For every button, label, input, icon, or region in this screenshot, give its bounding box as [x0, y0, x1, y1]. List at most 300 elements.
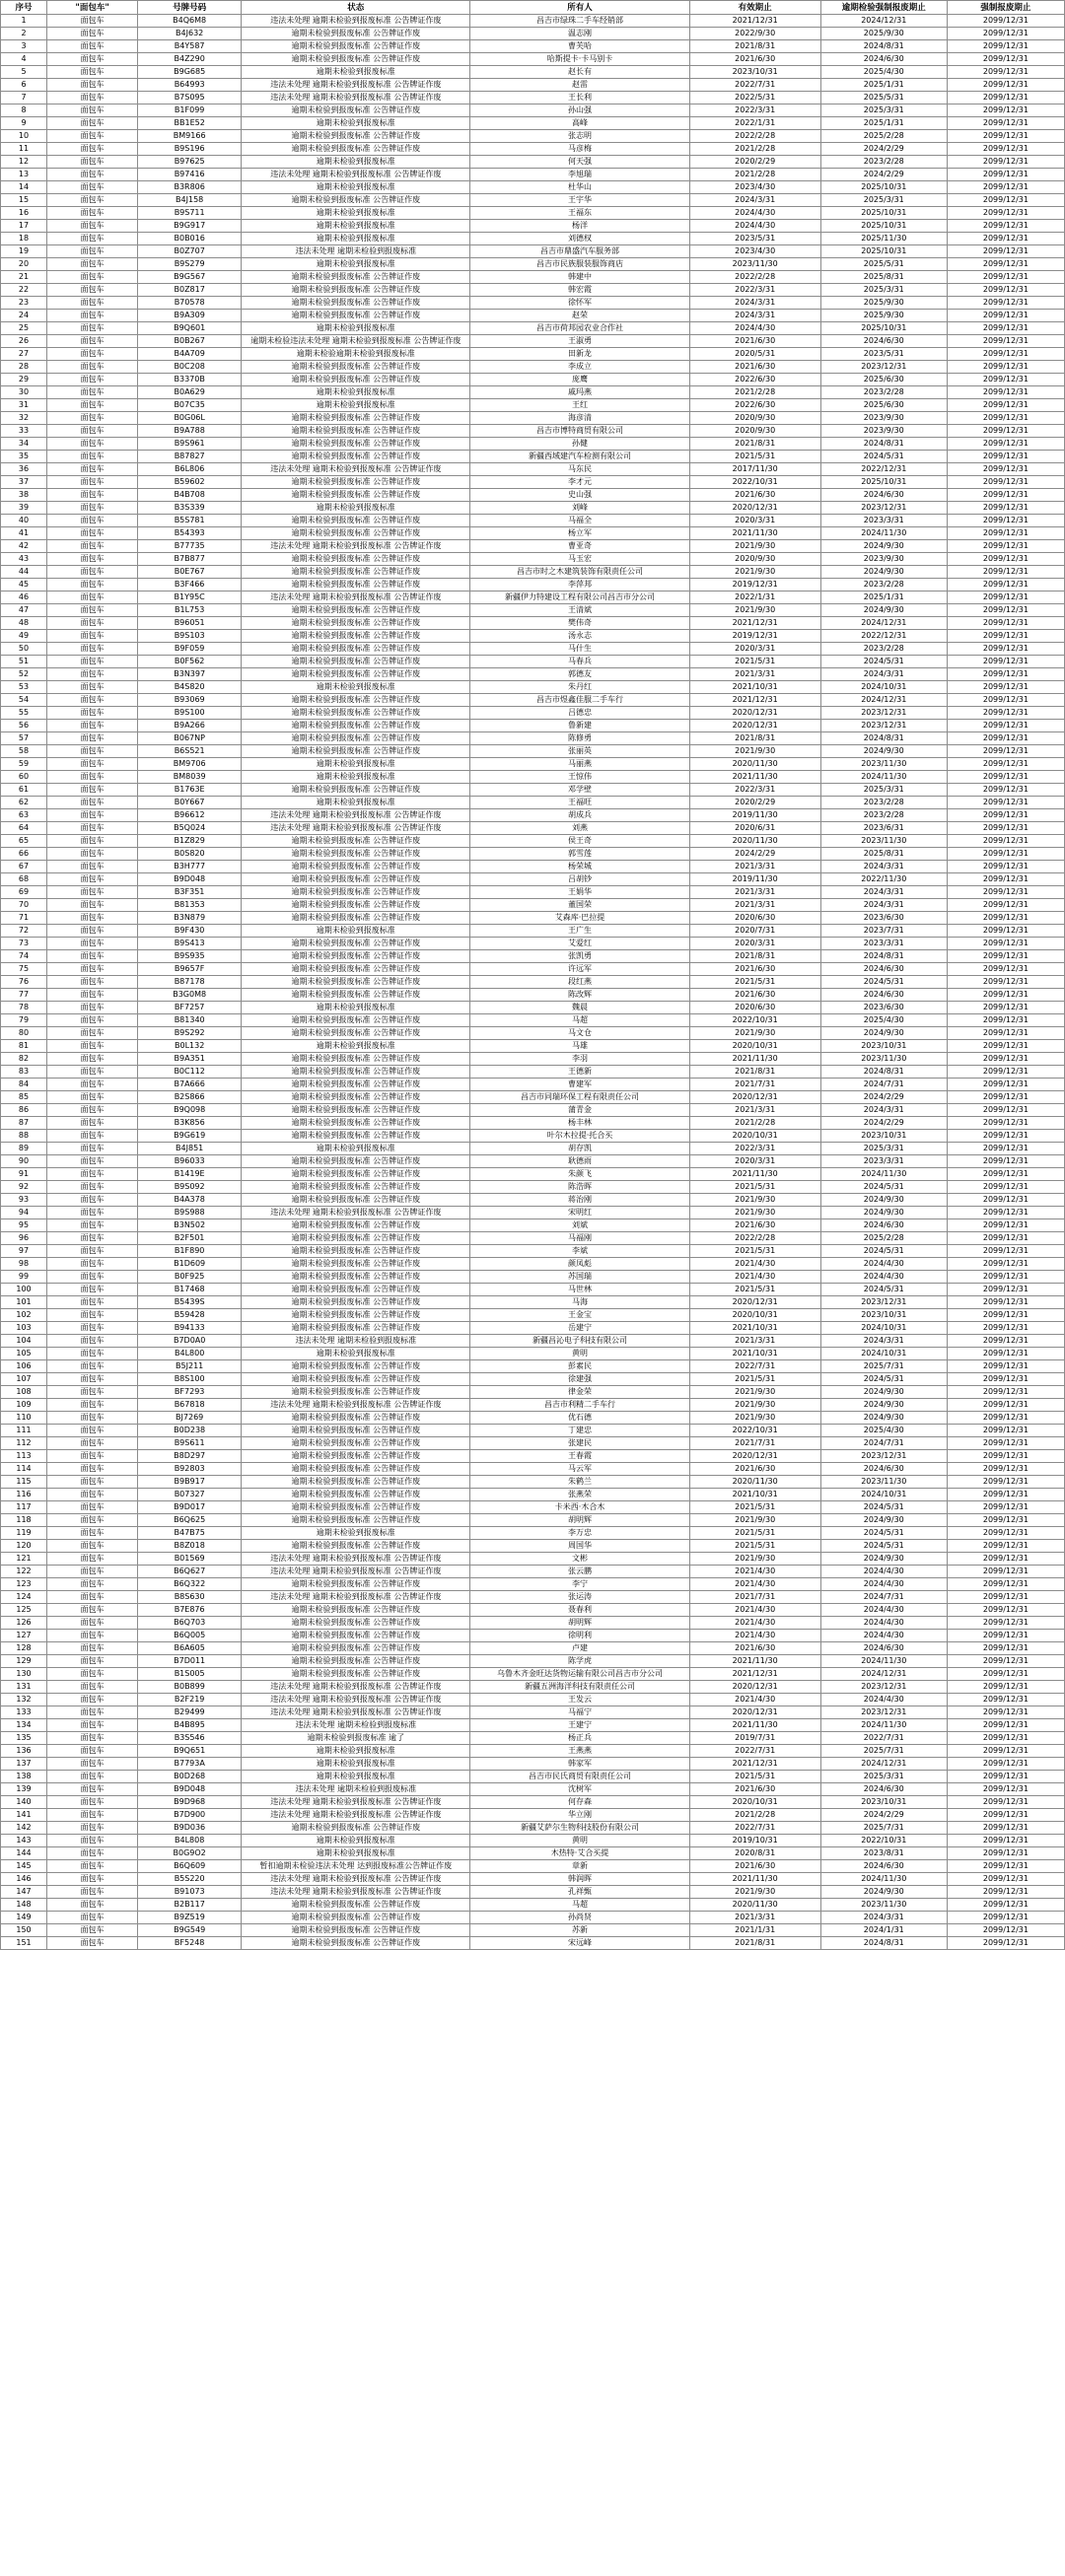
- cell-scrap[interactable]: 2099/12/31: [947, 848, 1064, 861]
- cell-scrap[interactable]: 2099/12/31: [947, 527, 1064, 540]
- cell-status[interactable]: 违法未处理 逾期未检验到报废标准 公告牌证作废: [242, 1873, 470, 1886]
- cell-valid-until[interactable]: 2024/4/30: [689, 220, 820, 233]
- cell-status[interactable]: 逾期未检验到报废标准: [242, 681, 470, 694]
- cell-valid-until[interactable]: 2021/6/30: [689, 335, 820, 348]
- cell-scrap[interactable]: 2099/12/31: [947, 1873, 1064, 1886]
- cell-index[interactable]: 51: [1, 656, 47, 668]
- cell-status[interactable]: 违法未处理 逾期未检验到报废标准 公告牌证作废: [242, 592, 470, 604]
- empty-cell[interactable]: [689, 1997, 820, 2009]
- cell-owner[interactable]: 邓学壁: [470, 784, 689, 797]
- empty-cell[interactable]: [470, 2127, 689, 2139]
- empty-cell[interactable]: [470, 2222, 689, 2234]
- cell-status[interactable]: 逾期未检验到报废标准 公告牌证作废: [242, 1168, 470, 1181]
- cell-overdue-scrap[interactable]: 2025/10/31: [820, 322, 947, 335]
- empty-cell[interactable]: [1, 2104, 47, 2116]
- cell-plate[interactable]: B59602: [138, 476, 242, 489]
- cell-valid-until[interactable]: 2020/5/31: [689, 348, 820, 361]
- cell-scrap[interactable]: 2099/12/31: [947, 1386, 1064, 1399]
- empty-cell[interactable]: [138, 2175, 242, 2187]
- cell-valid-until[interactable]: 2021/6/30: [689, 989, 820, 1002]
- cell-overdue-scrap[interactable]: 2025/7/31: [820, 1360, 947, 1373]
- cell-valid-until[interactable]: 2021/1/31: [689, 1924, 820, 1937]
- cell-plate[interactable]: B9G685: [138, 66, 242, 79]
- cell-overdue-scrap[interactable]: 2025/4/30: [820, 1425, 947, 1437]
- cell-owner[interactable]: 汤永志: [470, 630, 689, 643]
- cell-scrap[interactable]: 2099/12/31: [947, 399, 1064, 412]
- cell-type[interactable]: 面包车: [47, 207, 138, 220]
- empty-cell[interactable]: [470, 2175, 689, 2187]
- cell-type[interactable]: 面包车: [47, 694, 138, 707]
- cell-plate[interactable]: B4Z290: [138, 53, 242, 66]
- cell-index[interactable]: 52: [1, 668, 47, 681]
- cell-valid-until[interactable]: 2021/7/31: [689, 1437, 820, 1450]
- cell-status[interactable]: 逾期未检验到报废标准 公告牌证作废: [242, 1027, 470, 1040]
- cell-status[interactable]: 违法未处理 逾期未检验到报废标准 公告牌证作废: [242, 1207, 470, 1219]
- cell-valid-until[interactable]: 2021/10/31: [689, 1489, 820, 1501]
- cell-index[interactable]: 137: [1, 1758, 47, 1771]
- cell-owner[interactable]: 华立刚: [470, 1809, 689, 1822]
- cell-type[interactable]: 面包车: [47, 322, 138, 335]
- cell-scrap[interactable]: 2099/12/31: [947, 938, 1064, 950]
- empty-cell[interactable]: [947, 2222, 1064, 2234]
- empty-cell[interactable]: [47, 2269, 138, 2281]
- cell-overdue-scrap[interactable]: 2024/9/30: [820, 1386, 947, 1399]
- cell-valid-until[interactable]: 2021/4/30: [689, 1566, 820, 1578]
- cell-type[interactable]: 面包车: [47, 681, 138, 694]
- empty-cell[interactable]: [138, 2021, 242, 2033]
- cell-scrap[interactable]: 2099/12/31: [947, 1463, 1064, 1476]
- cell-type[interactable]: 面包车: [47, 1706, 138, 1719]
- empty-cell[interactable]: [820, 2080, 947, 2092]
- empty-cell[interactable]: [1, 2281, 47, 2293]
- cell-owner[interactable]: 昌吉市博特商贸有限公司: [470, 425, 689, 438]
- cell-index[interactable]: 91: [1, 1168, 47, 1181]
- cell-plate[interactable]: B92803: [138, 1463, 242, 1476]
- cell-scrap[interactable]: 2099/12/31: [947, 1027, 1064, 1040]
- cell-valid-until[interactable]: 2021/2/28: [689, 386, 820, 399]
- cell-valid-until[interactable]: 2020/3/31: [689, 515, 820, 527]
- cell-status[interactable]: 逾期未检验到报废标准: [242, 258, 470, 271]
- cell-index[interactable]: 99: [1, 1271, 47, 1284]
- cell-index[interactable]: 38: [1, 489, 47, 502]
- cell-scrap[interactable]: 2099/12/31: [947, 1412, 1064, 1425]
- cell-owner[interactable]: 丁建忠: [470, 1425, 689, 1437]
- cell-overdue-scrap[interactable]: 2024/12/31: [820, 1758, 947, 1771]
- cell-valid-until[interactable]: 2023/10/31: [689, 66, 820, 79]
- cell-type[interactable]: 面包车: [47, 1348, 138, 1360]
- empty-cell[interactable]: [1, 2033, 47, 2045]
- cell-status[interactable]: 逾期未检验到报废标准 公告牌证作废: [242, 1104, 470, 1117]
- cell-valid-until[interactable]: 2022/10/31: [689, 1014, 820, 1027]
- empty-cell[interactable]: [947, 2045, 1064, 2056]
- cell-valid-until[interactable]: 2020/12/31: [689, 1681, 820, 1694]
- empty-cell[interactable]: [689, 2258, 820, 2269]
- cell-owner[interactable]: 张云鹏: [470, 1566, 689, 1578]
- cell-type[interactable]: 面包车: [47, 1027, 138, 1040]
- cell-scrap[interactable]: 2099/12/31: [947, 861, 1064, 873]
- cell-scrap[interactable]: 2099/12/31: [947, 976, 1064, 989]
- empty-cell[interactable]: [47, 2045, 138, 2056]
- empty-cell[interactable]: [947, 2246, 1064, 2258]
- cell-index[interactable]: 119: [1, 1527, 47, 1540]
- cell-plate[interactable]: B9F059: [138, 643, 242, 656]
- cell-valid-until[interactable]: 2020/12/31: [689, 1706, 820, 1719]
- cell-scrap[interactable]: 2099/12/31: [947, 553, 1064, 566]
- empty-cell[interactable]: [242, 1997, 470, 2009]
- cell-owner[interactable]: 张建民: [470, 1437, 689, 1450]
- cell-plate[interactable]: BJ7269: [138, 1412, 242, 1425]
- empty-cell[interactable]: [47, 2175, 138, 2187]
- cell-valid-until[interactable]: 2021/3/31: [689, 899, 820, 912]
- cell-type[interactable]: 面包车: [47, 938, 138, 950]
- cell-overdue-scrap[interactable]: 2025/3/31: [820, 1143, 947, 1155]
- cell-valid-until[interactable]: 2020/12/31: [689, 1091, 820, 1104]
- cell-valid-until[interactable]: 2021/9/30: [689, 1553, 820, 1566]
- cell-plate[interactable]: B4J632: [138, 28, 242, 40]
- cell-plate[interactable]: B9S413: [138, 938, 242, 950]
- cell-scrap[interactable]: 2099/12/31: [947, 797, 1064, 809]
- cell-overdue-scrap[interactable]: 2022/7/31: [820, 1732, 947, 1745]
- cell-type[interactable]: 面包车: [47, 310, 138, 322]
- empty-cell[interactable]: [470, 1974, 689, 1985]
- cell-owner[interactable]: 卢建: [470, 1642, 689, 1655]
- cell-valid-until[interactable]: 2021/8/31: [689, 732, 820, 745]
- cell-index[interactable]: 116: [1, 1489, 47, 1501]
- cell-valid-until[interactable]: 2022/7/31: [689, 1822, 820, 1835]
- cell-type[interactable]: 面包车: [47, 1540, 138, 1553]
- cell-plate[interactable]: B6Q703: [138, 1617, 242, 1630]
- cell-status[interactable]: 逾期未检验到报废标准: [242, 66, 470, 79]
- cell-index[interactable]: 92: [1, 1181, 47, 1194]
- cell-status[interactable]: 逾期未检验到报废标准: [242, 925, 470, 938]
- cell-valid-until[interactable]: 2021/6/30: [689, 1642, 820, 1655]
- cell-scrap[interactable]: 2099/12/31: [947, 1860, 1064, 1873]
- cell-scrap[interactable]: 2099/12/31: [947, 1104, 1064, 1117]
- cell-overdue-scrap[interactable]: 2025/7/31: [820, 1822, 947, 1835]
- cell-type[interactable]: 面包车: [47, 1924, 138, 1937]
- cell-plate[interactable]: B54393: [138, 527, 242, 540]
- cell-owner[interactable]: 杨正兵: [470, 1732, 689, 1745]
- cell-overdue-scrap[interactable]: 2024/2/29: [820, 1091, 947, 1104]
- cell-valid-until[interactable]: 2021/9/30: [689, 604, 820, 617]
- cell-type[interactable]: 面包车: [47, 489, 138, 502]
- cell-overdue-scrap[interactable]: 2024/5/31: [820, 451, 947, 463]
- cell-index[interactable]: 22: [1, 284, 47, 297]
- cell-index[interactable]: 20: [1, 258, 47, 271]
- cell-type[interactable]: 面包车: [47, 1694, 138, 1706]
- cell-overdue-scrap[interactable]: 2024/6/30: [820, 1642, 947, 1655]
- cell-type[interactable]: 面包车: [47, 1553, 138, 1566]
- cell-scrap[interactable]: 2099/12/31: [947, 592, 1064, 604]
- empty-cell[interactable]: [470, 2281, 689, 2293]
- empty-cell[interactable]: [820, 2269, 947, 2281]
- cell-valid-until[interactable]: 2021/6/30: [689, 1860, 820, 1873]
- empty-cell[interactable]: [138, 2258, 242, 2269]
- empty-cell[interactable]: [689, 2269, 820, 2281]
- cell-index[interactable]: 133: [1, 1706, 47, 1719]
- cell-status[interactable]: 违法未处理 逾期未检验到报废标准 公告牌证作废: [242, 1706, 470, 1719]
- cell-overdue-scrap[interactable]: 2024/12/31: [820, 15, 947, 28]
- header-cell-overdue-scrap[interactable]: 逾期检验强制报废期止: [820, 1, 947, 15]
- cell-index[interactable]: 82: [1, 1053, 47, 1066]
- cell-type[interactable]: 面包车: [47, 463, 138, 476]
- empty-cell[interactable]: [820, 2021, 947, 2033]
- empty-cell[interactable]: [47, 2080, 138, 2092]
- cell-plate[interactable]: BF5248: [138, 1937, 242, 1950]
- cell-overdue-scrap[interactable]: 2024/9/30: [820, 1207, 947, 1219]
- cell-plate[interactable]: B0C208: [138, 361, 242, 374]
- cell-index[interactable]: 147: [1, 1886, 47, 1899]
- cell-index[interactable]: 71: [1, 912, 47, 925]
- cell-owner[interactable]: 王广生: [470, 925, 689, 938]
- cell-owner[interactable]: 杜华山: [470, 181, 689, 194]
- cell-overdue-scrap[interactable]: 2024/8/31: [820, 1066, 947, 1079]
- cell-type[interactable]: 面包车: [47, 1514, 138, 1527]
- cell-status[interactable]: 逾期未检验到报废标准 公告牌证作废: [242, 515, 470, 527]
- cell-plate[interactable]: B29499: [138, 1706, 242, 1719]
- cell-overdue-scrap[interactable]: 2024/6/30: [820, 53, 947, 66]
- cell-valid-until[interactable]: 2021/8/31: [689, 438, 820, 451]
- cell-plate[interactable]: B4B895: [138, 1719, 242, 1732]
- cell-owner[interactable]: 马世林: [470, 1284, 689, 1296]
- cell-type[interactable]: 面包车: [47, 1373, 138, 1386]
- cell-index[interactable]: 131: [1, 1681, 47, 1694]
- cell-index[interactable]: 114: [1, 1463, 47, 1476]
- empty-cell[interactable]: [820, 2187, 947, 2198]
- cell-valid-until[interactable]: 2020/6/30: [689, 912, 820, 925]
- cell-overdue-scrap[interactable]: 2024/9/30: [820, 540, 947, 553]
- cell-plate[interactable]: B9S935: [138, 950, 242, 963]
- cell-plate[interactable]: B91073: [138, 1886, 242, 1899]
- cell-valid-until[interactable]: 2022/3/31: [689, 784, 820, 797]
- cell-overdue-scrap[interactable]: 2022/12/31: [820, 463, 947, 476]
- cell-index[interactable]: 132: [1, 1694, 47, 1706]
- cell-scrap[interactable]: 2099/12/31: [947, 1425, 1064, 1437]
- cell-scrap[interactable]: 2099/12/31: [947, 1912, 1064, 1924]
- cell-status[interactable]: 逾期未检验到报废标准 公告牌证作废: [242, 1924, 470, 1937]
- cell-scrap[interactable]: 2099/12/31: [947, 1681, 1064, 1694]
- empty-cell[interactable]: [689, 2187, 820, 2198]
- empty-cell[interactable]: [820, 2092, 947, 2104]
- empty-cell[interactable]: [242, 2009, 470, 2021]
- cell-overdue-scrap[interactable]: 2024/2/29: [820, 143, 947, 156]
- cell-valid-until[interactable]: 2020/8/31: [689, 1847, 820, 1860]
- cell-index[interactable]: 97: [1, 1245, 47, 1258]
- cell-owner[interactable]: 董国荣: [470, 899, 689, 912]
- cell-plate[interactable]: B4J158: [138, 194, 242, 207]
- cell-owner[interactable]: 张燕荣: [470, 1489, 689, 1501]
- cell-status[interactable]: 逾期未检验到报废标准 公告牌证作废: [242, 604, 470, 617]
- cell-status[interactable]: 逾期未检验到报废标准 公告牌证作废: [242, 1514, 470, 1527]
- cell-overdue-scrap[interactable]: 2024/4/30: [820, 1258, 947, 1271]
- cell-valid-until[interactable]: 2021/11/30: [689, 1655, 820, 1668]
- cell-valid-until[interactable]: 2020/3/31: [689, 1155, 820, 1168]
- cell-overdue-scrap[interactable]: 2025/1/31: [820, 592, 947, 604]
- cell-index[interactable]: 23: [1, 297, 47, 310]
- cell-valid-until[interactable]: 2020/10/31: [689, 1309, 820, 1322]
- cell-valid-until[interactable]: 2020/3/31: [689, 643, 820, 656]
- cell-valid-until[interactable]: 2021/11/30: [689, 1053, 820, 1066]
- cell-valid-until[interactable]: 2021/6/30: [689, 963, 820, 976]
- cell-type[interactable]: 面包车: [47, 1450, 138, 1463]
- cell-plate[interactable]: B97416: [138, 169, 242, 181]
- empty-cell[interactable]: [242, 2281, 470, 2293]
- empty-cell[interactable]: [947, 2234, 1064, 2246]
- cell-owner[interactable]: 优石德: [470, 1412, 689, 1425]
- cell-type[interactable]: 面包车: [47, 374, 138, 386]
- empty-cell[interactable]: [138, 2163, 242, 2175]
- cell-owner[interactable]: 史山强: [470, 489, 689, 502]
- cell-overdue-scrap[interactable]: 2024/11/30: [820, 527, 947, 540]
- cell-owner[interactable]: 新疆西域建汽车检测有限公司: [470, 451, 689, 463]
- cell-scrap[interactable]: 2099/12/31: [947, 1771, 1064, 1783]
- cell-type[interactable]: 面包车: [47, 156, 138, 169]
- empty-cell[interactable]: [242, 2033, 470, 2045]
- cell-type[interactable]: 面包车: [47, 1873, 138, 1886]
- cell-index[interactable]: 64: [1, 822, 47, 835]
- cell-index[interactable]: 24: [1, 310, 47, 322]
- cell-plate[interactable]: B7B877: [138, 553, 242, 566]
- empty-cell[interactable]: [947, 2210, 1064, 2222]
- cell-overdue-scrap[interactable]: 2024/9/30: [820, 1514, 947, 1527]
- cell-plate[interactable]: B0Z707: [138, 245, 242, 258]
- cell-status[interactable]: 逾期未检验到报废标准 公告牌证作废: [242, 28, 470, 40]
- cell-index[interactable]: 140: [1, 1796, 47, 1809]
- cell-owner[interactable]: 马福宁: [470, 1706, 689, 1719]
- cell-scrap[interactable]: 2099/12/31: [947, 1642, 1064, 1655]
- cell-index[interactable]: 125: [1, 1604, 47, 1617]
- cell-plate[interactable]: B4Q6M8: [138, 15, 242, 28]
- cell-overdue-scrap[interactable]: 2023/9/30: [820, 425, 947, 438]
- cell-plate[interactable]: B1Z829: [138, 835, 242, 848]
- empty-cell[interactable]: [138, 2056, 242, 2068]
- cell-index[interactable]: 145: [1, 1860, 47, 1873]
- cell-scrap[interactable]: 2099/12/31: [947, 1232, 1064, 1245]
- cell-status[interactable]: 逾期未检验到报废标准: [242, 156, 470, 169]
- cell-overdue-scrap[interactable]: 2025/5/31: [820, 92, 947, 104]
- cell-scrap[interactable]: 2099/12/31: [947, 1194, 1064, 1207]
- cell-scrap[interactable]: 2099/12/31: [947, 1091, 1064, 1104]
- cell-index[interactable]: 148: [1, 1899, 47, 1912]
- cell-overdue-scrap[interactable]: 2023/10/31: [820, 1130, 947, 1143]
- cell-valid-until[interactable]: 2021/11/30: [689, 1719, 820, 1732]
- cell-overdue-scrap[interactable]: 2024/5/31: [820, 1373, 947, 1386]
- empty-cell[interactable]: [242, 2080, 470, 2092]
- empty-cell[interactable]: [1, 1962, 47, 1974]
- cell-valid-until[interactable]: 2021/5/31: [689, 1501, 820, 1514]
- cell-index[interactable]: 18: [1, 233, 47, 245]
- cell-type[interactable]: 面包车: [47, 976, 138, 989]
- cell-status[interactable]: 违法未处理 逾期未检验到报废标准 公告牌证作废: [242, 822, 470, 835]
- empty-cell[interactable]: [689, 2246, 820, 2258]
- cell-status[interactable]: 逾期未检验到报废标准: [242, 1847, 470, 1860]
- cell-scrap[interactable]: 2099/12/31: [947, 1566, 1064, 1578]
- cell-type[interactable]: 面包车: [47, 1040, 138, 1053]
- cell-owner[interactable]: 律金荣: [470, 1386, 689, 1399]
- cell-scrap[interactable]: 2099/12/31: [947, 1796, 1064, 1809]
- cell-status[interactable]: 逾期未检验到报废标准 公告牌证作废: [242, 656, 470, 668]
- cell-index[interactable]: 79: [1, 1014, 47, 1027]
- cell-type[interactable]: 面包车: [47, 643, 138, 656]
- cell-overdue-scrap[interactable]: 2025/9/30: [820, 28, 947, 40]
- cell-scrap[interactable]: 2099/12/31: [947, 1168, 1064, 1181]
- cell-index[interactable]: 8: [1, 104, 47, 117]
- cell-plate[interactable]: BB1E52: [138, 117, 242, 130]
- cell-index[interactable]: 35: [1, 451, 47, 463]
- cell-overdue-scrap[interactable]: 2024/8/31: [820, 40, 947, 53]
- cell-overdue-scrap[interactable]: 2023/11/30: [820, 1476, 947, 1489]
- cell-valid-until[interactable]: 2022/10/31: [689, 476, 820, 489]
- cell-plate[interactable]: BM9166: [138, 130, 242, 143]
- cell-index[interactable]: 135: [1, 1732, 47, 1745]
- cell-index[interactable]: 65: [1, 835, 47, 848]
- cell-owner[interactable]: 昌吉市绿珠二手车经销部: [470, 15, 689, 28]
- empty-cell[interactable]: [470, 2104, 689, 2116]
- cell-valid-until[interactable]: 2021/3/31: [689, 1335, 820, 1348]
- cell-overdue-scrap[interactable]: 2023/5/31: [820, 348, 947, 361]
- cell-index[interactable]: 98: [1, 1258, 47, 1271]
- cell-index[interactable]: 80: [1, 1027, 47, 1040]
- cell-owner[interactable]: 胡明辉: [470, 1617, 689, 1630]
- cell-scrap[interactable]: 2099/12/31: [947, 284, 1064, 297]
- cell-valid-until[interactable]: 2019/12/31: [689, 630, 820, 643]
- cell-index[interactable]: 28: [1, 361, 47, 374]
- empty-cell[interactable]: [689, 2234, 820, 2246]
- cell-status[interactable]: 违法未处理 逾期未检验到报废标准 公告牌证作废: [242, 169, 470, 181]
- cell-index[interactable]: 76: [1, 976, 47, 989]
- cell-owner[interactable]: 新疆伊力特建设工程有限公司昌吉市分公司: [470, 592, 689, 604]
- cell-plate[interactable]: B96612: [138, 809, 242, 822]
- cell-scrap[interactable]: 2099/12/31: [947, 1822, 1064, 1835]
- cell-overdue-scrap[interactable]: 2024/11/30: [820, 1873, 947, 1886]
- cell-scrap[interactable]: 2099/12/31: [947, 374, 1064, 386]
- empty-cell[interactable]: [1, 2269, 47, 2281]
- empty-cell[interactable]: [47, 1985, 138, 1997]
- cell-scrap[interactable]: 2099/12/31: [947, 335, 1064, 348]
- cell-plate[interactable]: B6Q627: [138, 1566, 242, 1578]
- empty-cell[interactable]: [242, 2068, 470, 2080]
- cell-scrap[interactable]: 2099/12/31: [947, 668, 1064, 681]
- cell-scrap[interactable]: 2099/12/31: [947, 1066, 1064, 1079]
- cell-plate[interactable]: B2F501: [138, 1232, 242, 1245]
- cell-valid-until[interactable]: 2021/5/31: [689, 1245, 820, 1258]
- cell-scrap[interactable]: 2099/12/31: [947, 1245, 1064, 1258]
- cell-scrap[interactable]: 2099/12/31: [947, 476, 1064, 489]
- cell-type[interactable]: 面包车: [47, 361, 138, 374]
- cell-type[interactable]: 面包车: [47, 873, 138, 886]
- empty-cell[interactable]: [947, 1950, 1064, 1963]
- cell-scrap[interactable]: 2099/12/31: [947, 1694, 1064, 1706]
- empty-cell[interactable]: [689, 1950, 820, 1963]
- cell-valid-until[interactable]: 2019/12/31: [689, 579, 820, 592]
- cell-plate[interactable]: B9Q651: [138, 1745, 242, 1758]
- empty-cell[interactable]: [947, 1997, 1064, 2009]
- cell-index[interactable]: 15: [1, 194, 47, 207]
- cell-valid-until[interactable]: 2021/9/30: [689, 540, 820, 553]
- cell-scrap[interactable]: 2099/12/31: [947, 1130, 1064, 1143]
- cell-valid-until[interactable]: 2021/9/30: [689, 1412, 820, 1425]
- empty-cell[interactable]: [470, 2068, 689, 2080]
- cell-owner[interactable]: 王金宝: [470, 1309, 689, 1322]
- cell-index[interactable]: 117: [1, 1501, 47, 1514]
- cell-scrap[interactable]: 2099/12/31: [947, 322, 1064, 335]
- cell-overdue-scrap[interactable]: 2024/10/31: [820, 681, 947, 694]
- cell-scrap[interactable]: 2099/12/31: [947, 1155, 1064, 1168]
- cell-status[interactable]: 违法未处理 逾期未检验到报废标准 公告牌证作废: [242, 540, 470, 553]
- cell-status[interactable]: 逾期未检验到报废标准: [242, 386, 470, 399]
- cell-type[interactable]: 面包车: [47, 1284, 138, 1296]
- empty-cell[interactable]: [947, 2021, 1064, 2033]
